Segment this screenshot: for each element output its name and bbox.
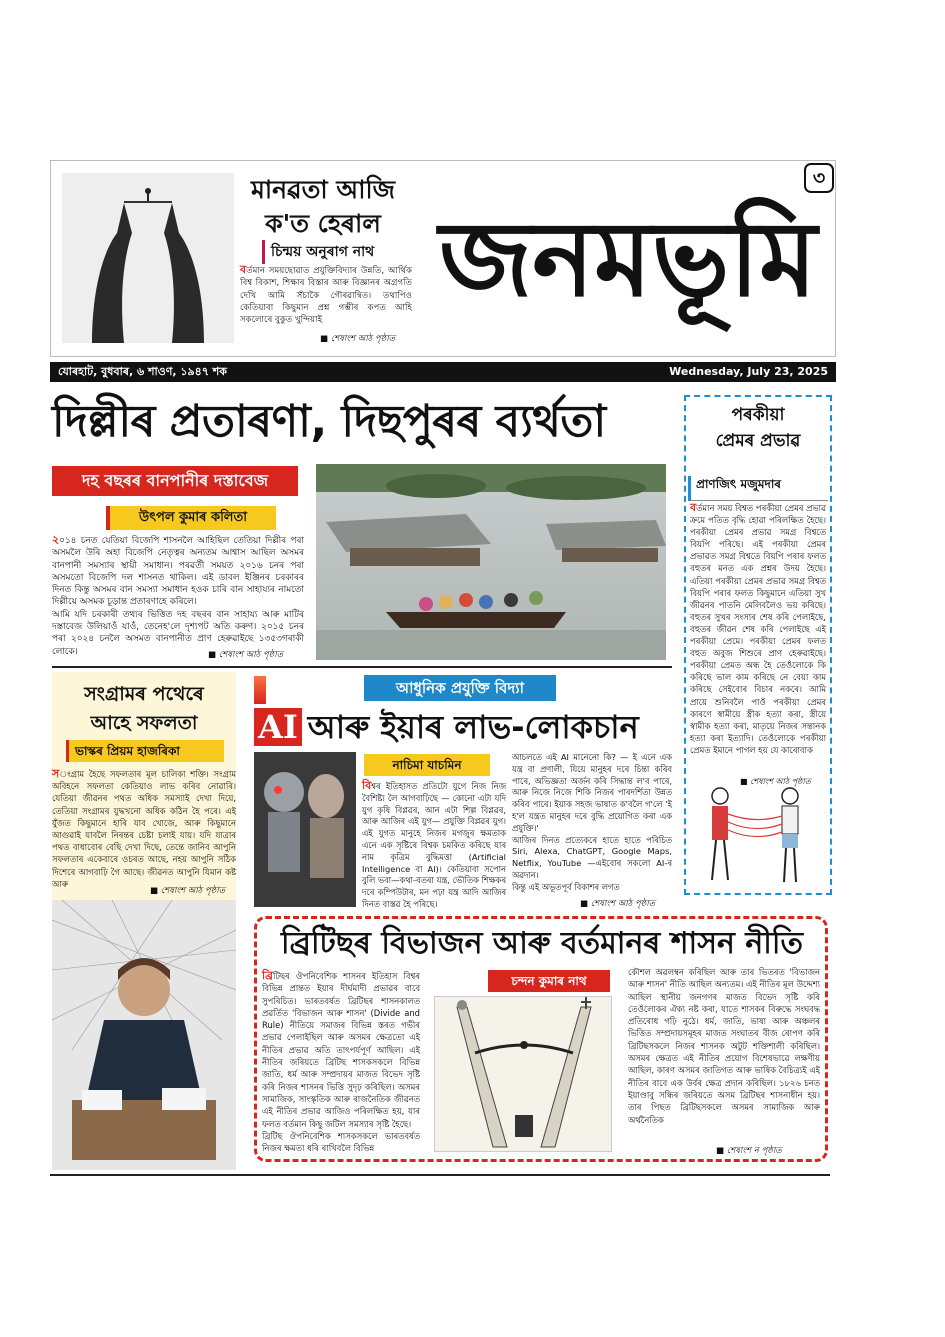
lead-dropcap: ২ xyxy=(52,533,60,546)
partition-dropcap: ব্ৰি xyxy=(262,969,273,982)
struggle-continued[interactable]: ■ শেষাংশ আঠ পৃষ্ঠাত xyxy=(150,886,226,896)
sidebar-dropcap: ব xyxy=(690,501,697,514)
sidebar-title-line1: পৰকীয়া xyxy=(731,405,785,425)
lead-continued[interactable]: ■ শেষাংশ আঠ পৃষ্ঠাত xyxy=(208,650,284,660)
struggle-body xyxy=(52,768,236,890)
partition-body-col2: কৌশল অৱলম্বন কৰিছিল আৰু তাৰ ভিতৰত 'বিভাজন আৰু শাসন' নীতি আছিল অন্যতম। এই নীতিৰ মূল উদ্দেশ্য আছিল স্থানীয় জনগণৰ মাজত বিভেদ সৃষ্টি কৰি তেওঁলোকৰ ঐক্য নষ্ট কৰা, যাতে শাসকৰ বিৰুদ্ধে সংঘবদ্ধ প্ৰতিৰোধ গঢ়ি নুঠে। ধৰ্ম, জাতি, ভাষা আৰু অঞ্চলৰ ভিত্তিত সম্প্ৰদায়সমূহৰ মাজত সংঘাতৰ বীজ ৰোপণ কৰি ব্ৰিটিছসকলে নিজৰ শাসনক অটুট শক্তিশালী কৰিছিল। অসমৰ ক্ষেত্ৰত এই নীতিৰ প্ৰয়োগ বিশেষভাৱে লক্ষণীয় আছিল, কাৰণ অসমৰ জাতিগত আৰু ভাষিক বৈচিত্ৰ্যই এই নীতিৰ বাবে এক উৰ্বৰ ক্ষেত্ৰ প্ৰদান কৰিছিল। ১৮২৬ চনত ইয়াণ্ডাবু সন্ধিৰ জৰিয়তে অসম ব্ৰিটিছৰ শাসনাধীন হয়। তাৰ পিছত ব্ৰিটিছসকলে অসমৰ সামাজিক আৰু অৰ্থনৈতিক xyxy=(628,967,820,1125)
page-number: ৩ xyxy=(804,163,834,193)
dateline-english: Wednesday, July 23, 2025 xyxy=(669,365,828,378)
lead-headline[interactable]: দিল্লীৰ প্ৰতাৰণা, দিছপুৰৰ ব্যৰ্থতা xyxy=(52,396,606,447)
tech-kicker: আধুনিক প্ৰযুক্তি বিদ্যা xyxy=(364,675,556,701)
lead-body xyxy=(52,534,304,658)
tech-headline-rest: আৰু ইয়াৰ লাভ-লোকচান xyxy=(307,708,639,746)
sidebar-author: প্ৰাণজিৎ মজুমদাৰ xyxy=(688,476,828,501)
teaser-dropcap: ব xyxy=(240,263,247,276)
sidebar-continued[interactable]: ■ শেষাংশ আঠ পৃষ্ঠাত xyxy=(740,777,811,786)
tech-dropcap: বি xyxy=(362,779,372,792)
bottom-rule xyxy=(50,1174,830,1176)
struggle-author: ভাস্কৰ প্ৰিয়ম হাজৰিকা xyxy=(66,740,224,762)
lead-text: ০১৪ চনত যেতিয়া বিজেপি শাসনলৈ আহিছিল তেতিয়া দিল্লীৰ পৰা অসমলৈ উৰি অহা বিজেপি নেতৃত্বৰ অন্যতম আশ্বাস আছিল অসমৰ বানপানী সমস্যাৰ স্থায়ী সমাধান। পৰৱৰ্তী সময়ত ২০১৬ চনৰ পৰা অসমতো বিজেপি দল শাসনত থাকিল। এই ডাবল ইঞ্জিনৰ চৰকাৰৰ দিনত কিন্তু অসমৰ বান সমস্যা সমাধান হওক চাৰি বান সাহায্যৰ নামতো দিল্লীয়ে অসমক চূড়ান্ত প্ৰতাৰণাহে কৰিলে। আমি যদি চৰকাৰী তথ্যৰ ভিত্তিত দহ বছৰৰ বান সাহায্য আৰু মাটিৰ দস্তাবেজ উলিয়াওঁ যাওঁ, তেনেহ'লে দৃশ্যপট অতি কৰুণ। ২০১৫ চনৰ পৰা ২০২৪ চনলৈ অসমত বানপানীত প্ৰাণ হেৰুৱাইছে ১৩৫৩গৰাকী লোকে। xyxy=(52,536,304,657)
sidebar-title-line2: প্ৰেমৰ প্ৰভাৱ xyxy=(715,431,801,451)
stressed-man-photo xyxy=(52,900,236,1170)
teaser-illustration xyxy=(62,173,234,343)
tech-headline-ai: AI xyxy=(254,708,302,746)
partition-body-col1 xyxy=(262,970,420,1154)
robot-human-image xyxy=(254,752,356,907)
sidebar-body xyxy=(690,502,826,756)
teaser-author: চিন্ময় অনুৰাগ নাথ xyxy=(262,240,374,264)
masthead-logo-text: জনমভূমি xyxy=(439,198,817,320)
tech-headline[interactable] xyxy=(254,706,674,748)
dateline-bar xyxy=(50,362,836,382)
partition-author: চন্দন কুমাৰ নাথ xyxy=(488,970,610,992)
teaser-title-line1: মানৱতা আজি xyxy=(250,175,396,204)
struggle-title-line1: সংগ্ৰামৰ পথেৰে xyxy=(84,683,204,705)
partition-headline[interactable]: ব্ৰিটিছৰ বিভাজন আৰু বৰ্তমানৰ শাসন নীতি xyxy=(281,926,803,961)
lead-kicker: দহ বছৰৰ বানপানীৰ দস্তাবেজ xyxy=(52,466,298,496)
struggle-text: ংগ্ৰাম হৈছে সফলতাৰ মূল চালিকা শক্তি। সংগ্ৰাম অবিহনে সফলতা কেতিয়াও লাভ কৰিব নোৱাৰি। যেতিয়া জীৱনৰ পথত অধিক সমস্যাই দেখা দিয়ে, তেতিয়া সংগ্ৰামৰ যুদ্ধখনো অধিক কঠিন হৈ পৰে। এই যুঁজত কিছুমানে হাৰি যাব খোজে, আৰু কিছুমানে আগুৱাই যাবলৈ নিৰন্তৰ চেষ্টা চলাই যায়। যদি যাত্ৰাৰ পথত বাধাবোৰ বেছি দেখা দিছে, তেন্তে জানিব আপুনি সফলতাৰ একেবাৰে ওচৰত আছে, নহয় আপুনি সঠিক দিশেৰে আগবাঢ়ি গৈ আছে। জীৱনত আপুনি যিমান কষ্ট আৰু xyxy=(52,769,236,889)
partition-continued[interactable]: ■ শেষাংশ ন পৃষ্ঠাত xyxy=(716,1146,782,1156)
struggle-title-line2: আহে সফলতা xyxy=(90,712,198,734)
teaser-body xyxy=(240,264,412,326)
teaser-continued[interactable]: ■ শেষাংশ আঠ পৃষ্ঠাত xyxy=(320,334,396,344)
dateline-local: যোৰহাট, বুধবাৰ, ৬ শাওণ, ১৯৪৭ শক xyxy=(58,365,227,378)
sidebar-title[interactable] xyxy=(690,402,826,454)
masthead-logo xyxy=(430,165,826,345)
struggle-title[interactable] xyxy=(58,680,230,738)
couple-illustration xyxy=(690,784,826,890)
tech-author: নাচিমা যাচমিন xyxy=(364,754,490,776)
tech-continued[interactable]: ■ শেষাংশ আঠ পৃষ্ঠাত xyxy=(580,899,656,909)
teaser-title[interactable] xyxy=(238,173,408,241)
flood-photo xyxy=(316,464,666,660)
section-divider xyxy=(52,666,672,668)
ai-logo-mark xyxy=(254,676,266,704)
teaser-title-line2: ক'ত হেৰাল xyxy=(265,209,381,238)
teaser-text: ৰ্তমান সময়ছোৱাত প্ৰযুক্তিবিদ্যাৰ উন্নতি, আৰ্থিক বিশ্ব বিকাশ, শিক্ষাৰ বিস্তাৰ আৰু বিজ্ঞানৰ অগ্ৰগতি দেখি আমি সঁচাকৈ গৌৰৱান্বিত। তথাপিও কেতিয়াবা কিছুমান প্ৰশ্ন গম্ভীৰ কপত আহি সকলোৰে বুকুত খুন্দিয়াই xyxy=(240,266,412,326)
tech-text1: শ্বৰ ইতিহাসত প্ৰতিটো যুগে নিজ নিজ বৈশিষ্ট্য লৈ আগবাঢ়িছে — কোনো এটা যদি যুগ কৃষি বিপ্লৱৰ, আন এটা শিল্প বিপ্লৱৰ, আৰু আজিৰ এই যুগ— প্ৰযুক্তি বিপ্লৱৰ যুগ। এই যুগত মানুহে নিজৰ মগজুৰ ক্ষমতাক এনে এক সৃষ্টিৰে বিশ্বক চমকিত কৰিছে যাৰ নাম কৃত্ৰিম বুদ্ধিমত্তা (Artificial Intelligence বা AI)। কেতিয়াবা সপোন বুলি ভবা—কথা-বতৰা যন্ত্ৰ, ভৌতিক শিক্ষকৰ দৰে কম্পিউটাৰ, মন পঢ়া যন্ত্ৰ আদি আজিৰ দিনত বাস্তৱ হৈ পৰিছে। xyxy=(362,781,506,909)
towers-illustration xyxy=(434,996,612,1152)
partition-text1: টিছৰ ঔপনিবেশিক শাসনৰ ইতিহাস বিশ্বৰ বিভিন্ন প্ৰান্তত ইয়াৰ দীৰ্ঘমাদী প্ৰভাৱৰ বাবে সুপৰিচিত। ভাৰতবৰ্ষত ব্ৰিটিছৰ শাসনকালত প্ৰৱৰ্তিত 'বিভাজন আৰু শাসন' (Divide and Rule) নীতিয়ে সমাজৰ বিভিন্ন স্তৰত গভীৰ প্ৰভাৱ পেলাইছিল আৰু অসমৰ ক্ষেত্ৰতো এই নীতিৰ প্ৰভাৱ অতি তাৎপৰ্যপূৰ্ণ আছিল। এই নীতিৰ জৰিয়তে ব্ৰিটিছ শাসকসকলে বিভিন্ন জাতি, ধৰ্ম আৰু সম্প্ৰদায়ৰ মাজত বিভেদ সৃষ্টি কৰি নিজৰ শাসনৰ ভিত্তি সুদৃঢ় কৰিছিল। অসমৰ সামাজিক, সাংস্কৃতিক আৰু ৰাজনৈতিক জীৱনত এই নীতিৰ প্ৰভাৱ আজিও পৰিলক্ষিত হয়, যাৰ ফলত বৰ্তমান কিছু জটিল সমস্যাৰ সৃষ্টি হৈছে। ব্ৰিটিছ ঔপনিবেশিক শাসকসকলে ভাৰতবৰ্ষত নিজৰ ক্ষমতা ধৰি ৰাখিবলৈ বিভিন্ন xyxy=(262,971,420,1154)
struggle-dropcap: স xyxy=(52,767,60,780)
sidebar-text: ৰ্তমান সময় বিশ্বত পৰকীয়া প্ৰেমৰ প্ৰভাৱ ক্ৰমে পতিত বৃদ্ধি হোৱা পৰিলক্ষিত হৈছে। পৰকীয়া প্ৰেমৰ প্ৰভাৱ সমগ্ৰ বিশ্বতে বিয়পি পৰিছে। এই পৰকীয়া প্ৰেমৰ প্ৰভাৱত সমগ্ৰ বিশ্বতে বিয়পি পৰাৰ ফলত বহুতৰ মনত এক প্ৰশ্নৰ উদয় হৈছে। এতিয়া পৰকীয়া প্ৰেমৰ প্ৰভাৱ সমগ্ৰ বিশ্বত বিয়পি পৰাৰ ফলত কিছুমানে এতিয়া সুখ জীৱনৰ পাতনি মেলিবলৈও ভয় কৰিছে। বহুতৰ সুখৰ সংসাৰ শেষ কৰি পেলাইছে, বহুতৰ জীৱন শেষ কৰি পেলাইছে এই পৰকীয়া প্ৰেমে। পৰকীয়া প্ৰেমৰ ফলত বহুত অবুজ শিশুৰে প্ৰাণ হেৰুৱাইছে। পৰকীয়া প্ৰেমত অন্ধ হৈ তেওঁলোকে কি কৰিছে ভাল কাম কৰিছে নে বেয়া কাম কৰিছে সেইবোৰ বিচাৰ নকৰে। আমি প্ৰায়ে শুনিবলৈ পাওঁ পৰকীয়া প্ৰেমৰ কাৰণে স্বামীয়ে স্ত্ৰীক হত্যা কৰা, স্ত্ৰীয়ে স্বামীক হত্যা কৰা, মাতৃয়ে নিজৰ সন্তানক হত্যা কৰা ইত্যাদি। তেওঁলোকে পৰকীয়া প্ৰেমত ইমানে পাগল হয় যে কাৰোবাক xyxy=(690,503,826,755)
tech-body-col1 xyxy=(362,780,506,911)
tech-body-col2: আচলতে এই AI মানেনো কি? — ই এনে এক যন্ত্ৰ বা প্ৰণালী, যিয়ে মানুহৰ দৰে চিন্তা কৰিব পাৰে, অভিজ্ঞতা অৰ্জন কৰি সিদ্ধান্ত ল'ব পাৰে, আৰু নিজে নিজে শিকি নিজৰ পাৰদৰ্শিতা উন্নত কৰিব পাৰে। ইয়াক সহজ ভাষাত ক'বলৈ গ'লে 'ই হ'ল যন্ত্ৰত মানুহৰ দৰে বুদ্ধি প্ৰয়োগিত কৰা এক প্ৰযুক্তি।' আজিৰ দিনত প্ৰত্যেকৰে হাতে হাতে পৰিচিত Siri, Alexa, ChatGPT, Google Maps, Netflix, YouTube —এইবোৰ সকলো AI-ৰ অৱদান। কিন্তু এই অভূতপূৰ্ব বিকাশৰ লগত xyxy=(512,752,672,892)
lead-author: উৎপল কুমাৰ কলিতা xyxy=(106,506,276,530)
